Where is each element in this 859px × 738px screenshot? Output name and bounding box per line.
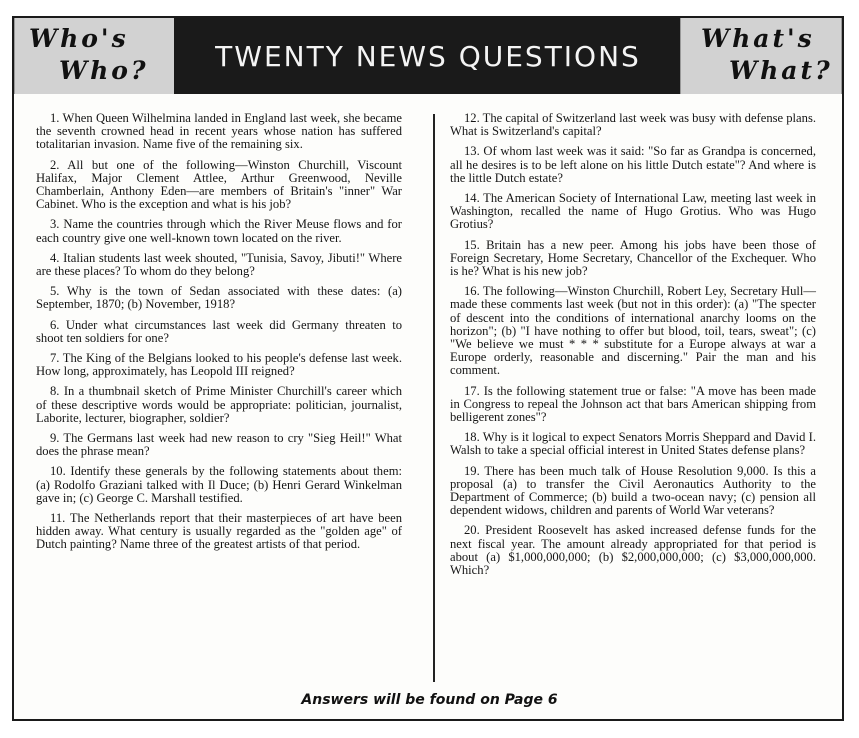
- question-1: 1. When Queen Wilhelmina landed in England last week, she became the seventh crowned head in recent years whose nation has suffered totalitarian invasion. Name five of the remaining six.: [36, 111, 402, 152]
- question-11: 11. The Netherlands report that their masterpieces of art have been hidden away. What century is usually regarded as the "golden age" of Dutch painting? Name three of the greatest artists of that period.: [36, 511, 402, 552]
- whats-what-panel: [680, 18, 842, 94]
- question-3: 3. Name the countries through which the River Meuse flows and for each country give one well-known town located on the river.: [36, 217, 402, 245]
- question-9: 9. The Germans last week had new reason to cry "Sieg Heil!" What does the phrase mean?: [36, 431, 402, 459]
- right-column: [450, 112, 816, 584]
- question-5: 5. Why is the town of Sedan associated with these dates: (a) September, 1870; (b) November, 1918?: [36, 284, 402, 312]
- who-label: Who?: [59, 56, 149, 85]
- question-4: 4. Italian students last week shouted, "Tunisia, Savoy, Jibuti!" Where are these places? To whom do they belong?: [36, 250, 402, 279]
- whos-label: Who's: [29, 24, 129, 53]
- question-12: 12. The capital of Switzerland last week was busy with defense plans. What is Switzerland's capital?: [450, 111, 816, 139]
- question-6: 6. Under what circumstances last week did Germany threaten to shoot ten soldiers for one?: [36, 317, 402, 345]
- question-18: 18. Why is it logical to expect Senators Morris Sheppard and David I. Walsh to take a special official interest in United States defense plans?: [450, 430, 816, 458]
- whats-label: What's: [701, 24, 815, 53]
- page-title: TWENTY NEWS QUESTIONS: [215, 39, 641, 73]
- question-20: 20. President Roosevelt has asked increased defense funds for the next fiscal year. The amount already appropriated for that period is about (a) $1,000,000,000; (b) $2,000,000,000; (c) $3,000,000,000. Which?: [450, 523, 816, 578]
- quiz-header: [14, 18, 842, 94]
- whos-who-panel: [14, 18, 176, 94]
- question-13: 13. Of whom last week was it said: "So far as Grandpa is concerned, all he desires is to be left alone on his little Dutch estate"? And where is the little Dutch estate?: [450, 144, 816, 185]
- what-label: What?: [729, 56, 833, 85]
- question-19: 19. There has been much talk of House Resolution 9,000. Is this a proposal (a) to transfer the Civil Aeronautics Authority to the Department of Commerce; (b) build a two-ocean navy; (c) pension all dependent widows, children and parents of World War veterans?: [450, 463, 816, 518]
- question-10: 10. Identify these generals by the following statements about them: (a) Rodolfo Graziani talked with Il Duce; (b) Henri Gerard Winkelman gave in; (c) George C. Marshall testified.: [36, 464, 402, 505]
- answers-footer: Answers will be found on Page 6: [301, 692, 558, 708]
- question-15: 15. Britain has a new peer. Among his jobs have been those of Foreign Secretary, Home Secretary, Chancellor of the Exchequer. Who is he? What is his new job?: [450, 237, 816, 279]
- question-14: 14. The American Society of International Law, meeting last week in Washington, recalled the name of Hugo Grotius. Who was Hugo Grotius?: [450, 191, 816, 232]
- question-7: 7. The King of the Belgians looked to his people's defense last week. How long, approximately, has Leopold III reigned?: [36, 351, 402, 379]
- question-8: 8. In a thumbnail sketch of Prime Minister Churchill's career which of these descriptive words would be appropriate: politician, journalist, Laborite, lecturer, biographer, soldier?: [36, 384, 402, 425]
- column-divider: [433, 114, 435, 682]
- question-2: 2. All but one of the following—Winston Churchill, Viscount Halifax, Major Clement Attlee, Arthur Greenwood, Neville Chamberlain, Anthony Eden—are members of Britain's "inner" War Cabinet. Who is the exception and what is his job?: [36, 157, 402, 212]
- newspaper-clipping: [4, 4, 855, 734]
- question-17: 17. Is the following statement true or false: "A move has been made in Congress to repeal the Johnson act that bars American shipping from belligerent zones"?: [450, 383, 816, 425]
- left-column: [36, 112, 402, 559]
- title-bar: [174, 18, 682, 94]
- question-16: 16. The following—Winston Churchill, Robert Ley, Secretary Hull—made these comments last week (but not in this order): (a) "The specter of descent into the conditions of international anarchy looms on the horizon"; (b) "I have nothing to offer but blood, toil, tears, sweat"; (c) "We believe we must * * * substitute for a Europe always at war a Europe orderly, reasonable and discerning." Pair the man and his comment.: [450, 284, 816, 378]
